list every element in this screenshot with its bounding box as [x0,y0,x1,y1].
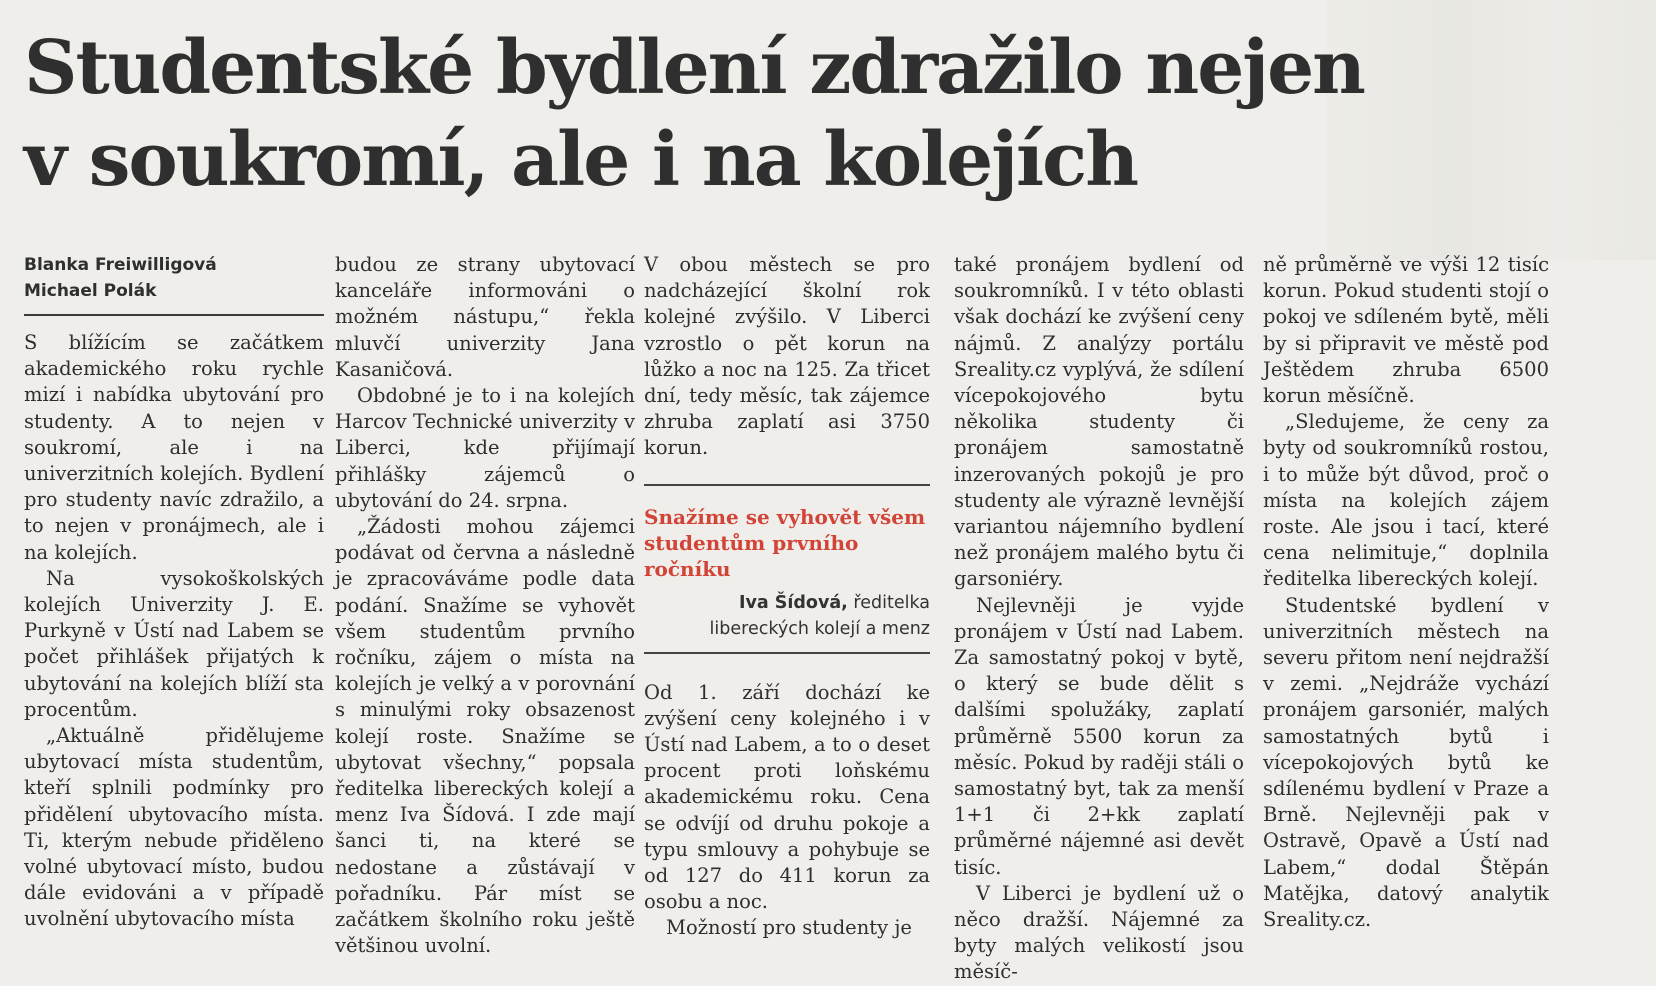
headline-line-2: v soukromí, ale i na kolejích [24,117,1137,203]
paragraph: budou ze strany ubytovací kanceláře informováni o možném nástupu,“ řekla mluvčí univerzity Jana Kasaničová. [335,253,635,381]
column-1 [24,252,324,933]
paragraph: také pronájem bydlení od soukromníků. I v této oblasti však dochází ke zvýšení ceny nájmů. Z analýzy portálu Sreality.cz vyplývá, že sdílení vícepokojového bytu několika studenty či pronájem samostatně inzerovaných pokojů je pro studenty ale výrazně levnější variantou nájemního bydlení než pronájem malého bytu či garsoniéry. [954,253,1244,591]
byline [24,252,324,316]
paragraph: Obdobné je to i na kolejích Harcov Technické univerzity v Liberci, kde přijímají přihlášky zájemců o ubytování do 24. srpna. [335,384,635,512]
paragraph: Možností pro studenty je [666,916,912,940]
paragraph: S blížícím se začátkem akademického roku rychle mizí i nabídka ubytování pro studenty. A to nejen v soukromí, ale i na univerzitních kolejích. Bydlení pro studenty navíc zdražilo, a to nejen v pronájmech, ale i na kolejích. [24,331,324,564]
paragraph: V Liberci je bydlení už o něco dražší. Nájemné za byty malých velikostí jsou měsíč- [954,881,1244,984]
pullquote-source-name: Iva Šídová, [738,592,848,613]
paragraph: Nejlevněji je vyjde pronájem v Ústí nad Labem. Za samostatný pokoj v bytě, o který se bude dělit s dalšími spolužáky, zaplatí průměrně 5500 korun za měsíc. Pokud by raději stáli o samostatný byt, tak za menší 1+1 či 2+kk zaplatí průměrné nájemné asi devět tisíc. [954,593,1244,879]
paragraph: „Aktuálně přidělujeme ubytovací místa studentům, kteří splnili podmínky pro přidělení ubytovacího místa. Ti, kterým nebude přiděleno volné ubytovací místo, budou dále evidováni a v případě uvolnění ubytovacího místa [24,724,324,931]
paragraph: Studentské bydlení v univerzitních městech na severu přitom není nejdražší v zemi. „Nejdráže vychází pronájem garsoniér, malých samostatných bytů i vícepokojových bytů ke sdílenému bydlení v Praze a Brně. Nejlevněji pak v Ostravě, Opavě a Ústí nad Labem,“ dodal Štěpán Matějka, datový analytik Sreality.cz. [1263,593,1549,932]
paragraph: Na vysokoškolských kolejích Univerzity J. E. Purkyně v Ústí nad Labem se počet přihlášek přijatých k ubytování na kolejích blíží sta procentům. [24,566,324,721]
author-name: Blanka Freiwilligová [24,255,217,275]
headline [24,22,1404,206]
paragraph: „Žádosti mohou zájemci podávat od června a následně je zpracováváme podle data podání. Snažíme se vyhovět všem studentům prvního ročníku, zájem o místa na kolejích je velký a v porovnání s minulými roky obsazenost kolejí roste. Snažíme se ubytovat všechny,“ popsala ředitelka libereckých kolejí a menz Iva Šídová. I zde mají šanci ti, na které se nedostane a zůstávají v pořadníku. Pár míst se začátkem školního roku ještě většinou uvolní. [335,515,635,958]
paragraph: V obou městech se pro nadcházející školní rok kolejné zvýšilo. V Liberci vzrostlo o pět korun na lůžko a noc na 125. Za třicet dní, tedy měsíc, tak zájemce zhruba zaplatí asi 3750 korun. [644,253,930,460]
pullquote-text: Snažíme se vyhovět všem studentům prvního ročníku [644,504,926,581]
headline-line-1: Studentské bydlení zdražilo nejen [24,25,1364,111]
paragraph: ně průměrně ve výši 12 tisíc korun. Pokud studenti stojí o pokoj ve sdíleném bytě, měli by si připravit ve městě pod Ještědem zhruba 6500 korun měsíčně. [1263,253,1549,408]
paragraph: Od 1. září dochází ke zvýšení ceny kolejného i v Ústí nad Labem, a to o deset procent proti loňskému akademickému roku. Cena se odvíjí od druhu pokoje a typu smlouvy a pohybuje se od 127 do 411 korun za osobu a noc. [644,680,930,914]
pullquote-source-role: ředitelka libereckých kolejí a menz [709,592,930,639]
column-5 [1263,252,1549,933]
author-name: Michael Polák [24,281,157,301]
pullquote-top-rule [644,484,930,486]
column-3 [644,252,930,942]
paragraph: „Sledujeme, že ceny za byty od soukromníků rostou, i to může být důvod, proč o místa na kolejích zájem roste. Ale jsou i tací, které cena nelimituje,“ doplnila ředitelka libereckých kolejí. [1263,410,1549,591]
column-4 [954,252,1244,986]
column-2 [335,252,635,959]
pullquote-source [644,590,930,642]
pullquote [644,504,930,642]
